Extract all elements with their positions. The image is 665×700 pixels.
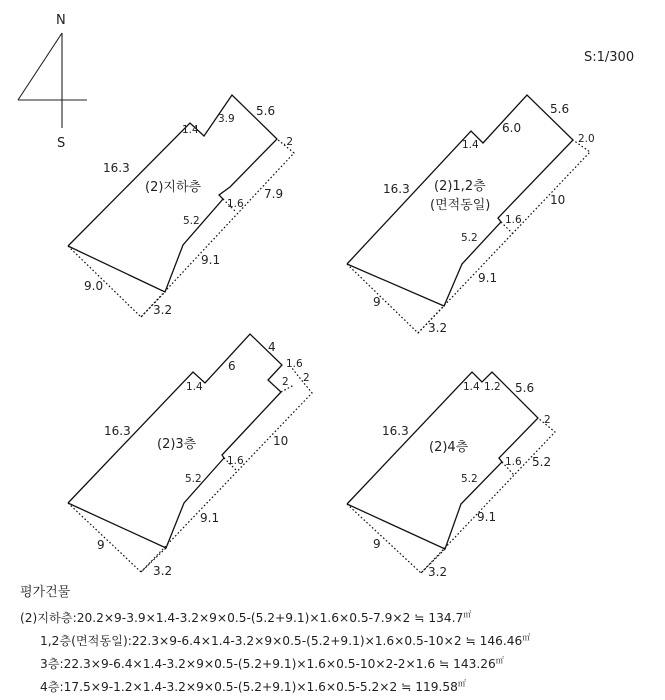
dimension-label: 2: [303, 372, 310, 384]
dimension-label: 3.2: [153, 564, 173, 578]
dimension-line: [141, 139, 294, 317]
dimension-label: 2: [544, 414, 551, 426]
calc-result: 119.58: [415, 680, 458, 695]
calculation-title: 평가건물: [20, 585, 71, 600]
dimension-label: 6.0: [502, 121, 522, 135]
dimension-label: 9: [97, 538, 105, 552]
dimension-label: 1.4: [182, 124, 199, 136]
dimension-label: 3.2: [428, 321, 448, 335]
dimension-line: [68, 503, 166, 572]
calc-formula: 17.5×9-1.2×1.4-3.2×9×0.5-(5.2+9.1)×1.6×0.5-5.2×2: [63, 680, 398, 695]
dimension-label: 7.9: [264, 187, 284, 201]
calc-unit: ㎡: [457, 679, 466, 689]
dimension-label: 2: [282, 376, 289, 388]
dimension-label: 16.3: [382, 424, 409, 438]
calc-result: 143.26: [453, 657, 496, 672]
dimension-label: 1.4: [462, 139, 479, 151]
floor-label: (2)3층: [157, 437, 197, 452]
dimension-line: [418, 140, 590, 333]
dimension-label: 1.6: [505, 456, 522, 468]
dimension-label: 1.6: [227, 198, 244, 210]
dimension-label: 9.0: [84, 279, 104, 293]
dimension-label: 5.6: [550, 102, 570, 116]
dimension-label: 9.1: [478, 271, 498, 285]
dimension-label: 1.4: [463, 381, 480, 393]
dimension-label: 1.4: [186, 381, 203, 393]
dimension-label: 3.2: [428, 565, 448, 579]
calc-unit: ㎡: [522, 633, 531, 643]
dimension-label: 1.6: [286, 358, 303, 370]
dimension-label: 5.2: [532, 455, 552, 469]
calc-result: 146.46: [479, 634, 523, 649]
south-label: S: [57, 136, 66, 151]
dimension-label: 5.2: [183, 215, 200, 227]
dimension-label: 5.6: [256, 104, 276, 118]
calc-unit: ㎡: [463, 610, 472, 619]
compass-diagonal: [18, 33, 62, 100]
dimension-label: 16.3: [383, 182, 410, 196]
dimension-label: 9.1: [200, 511, 220, 525]
calc-formula: 22.3×9-6.4×1.4-3.2×9×0.5-(5.2+9.1)×1.6×0.5-10×2: [131, 634, 462, 649]
calc-approx: ≒: [465, 634, 476, 649]
calc-formula: 20.2×9-3.9×1.4-3.2×9×0.5-(5.2+9.1)×1.6×0.5-7.9×2: [76, 611, 411, 626]
dimension-label: 1.6: [227, 455, 244, 467]
dimension-line: [347, 504, 445, 573]
dimension-label: 5.2: [185, 473, 202, 485]
calc-formula: 22.3×9-6.4×1.4-3.2×9×0.5-(5.2+9.1)×1.6×0.5-10×2-2×1.6: [63, 657, 436, 672]
calc-prefix: 1,2층(면적동일):: [40, 634, 132, 649]
floor-label: (2)1,2층: [434, 179, 486, 194]
dimension-label: 9.1: [201, 253, 221, 267]
floor-plan-0: [68, 95, 294, 317]
floor-label: (2)지하층: [145, 180, 202, 195]
dimension-label: 3.2: [153, 303, 173, 317]
dimension-label: 3.9: [218, 113, 235, 125]
scale-label: S:1/300: [584, 50, 635, 65]
calc-unit: ㎡: [495, 656, 504, 666]
calc-prefix: (2)지하층:: [20, 611, 77, 626]
area-calculation: [20, 583, 530, 697]
dimension-label: 5.6: [515, 381, 535, 395]
dimension-label: 9.1: [477, 510, 497, 524]
calc-prefix: 4층:: [40, 680, 64, 695]
calc-row-floor-3: [20, 651, 530, 674]
north-label: N: [56, 13, 66, 28]
dimension-label: 1.6: [505, 214, 522, 226]
dimension-label: 5.2: [461, 473, 478, 485]
calc-approx: ≒: [414, 611, 425, 626]
calc-row-floor-4: [20, 674, 530, 697]
dimension-label: 4: [268, 340, 276, 354]
dimension-label: 16.3: [104, 424, 131, 438]
north-arrow: [18, 13, 87, 151]
dimension-label: 10: [550, 193, 566, 207]
dimension-label: 5.2: [461, 232, 478, 244]
calc-row-floor-1-2: [20, 628, 530, 651]
calc-approx: ≒: [401, 680, 412, 695]
dimension-label: 9: [373, 295, 381, 309]
floor-label: (2)4층: [429, 440, 469, 455]
dimension-label: 9: [373, 537, 381, 551]
calc-row-basement: [20, 605, 530, 628]
floor-plan-1: [347, 95, 595, 335]
dimension-label: 6: [228, 359, 236, 373]
calc-prefix: 3층:: [40, 657, 64, 672]
floor-plan-2: [68, 334, 312, 578]
dimension-label: 16.3: [103, 161, 130, 175]
dimension-line: [68, 246, 165, 317]
plans-group: [68, 95, 595, 579]
floor-label: (면적동일): [430, 198, 491, 213]
dimension-label: 10: [273, 434, 289, 448]
calc-result: 134.7: [428, 611, 464, 626]
calc-approx: ≒: [439, 657, 450, 672]
dimension-label: .2: [283, 136, 294, 148]
floor-plan-3: [347, 372, 555, 579]
dimension-label: 2.0: [578, 133, 595, 145]
dimension-label: 1.2: [484, 381, 501, 393]
dimension-line: [141, 367, 312, 572]
